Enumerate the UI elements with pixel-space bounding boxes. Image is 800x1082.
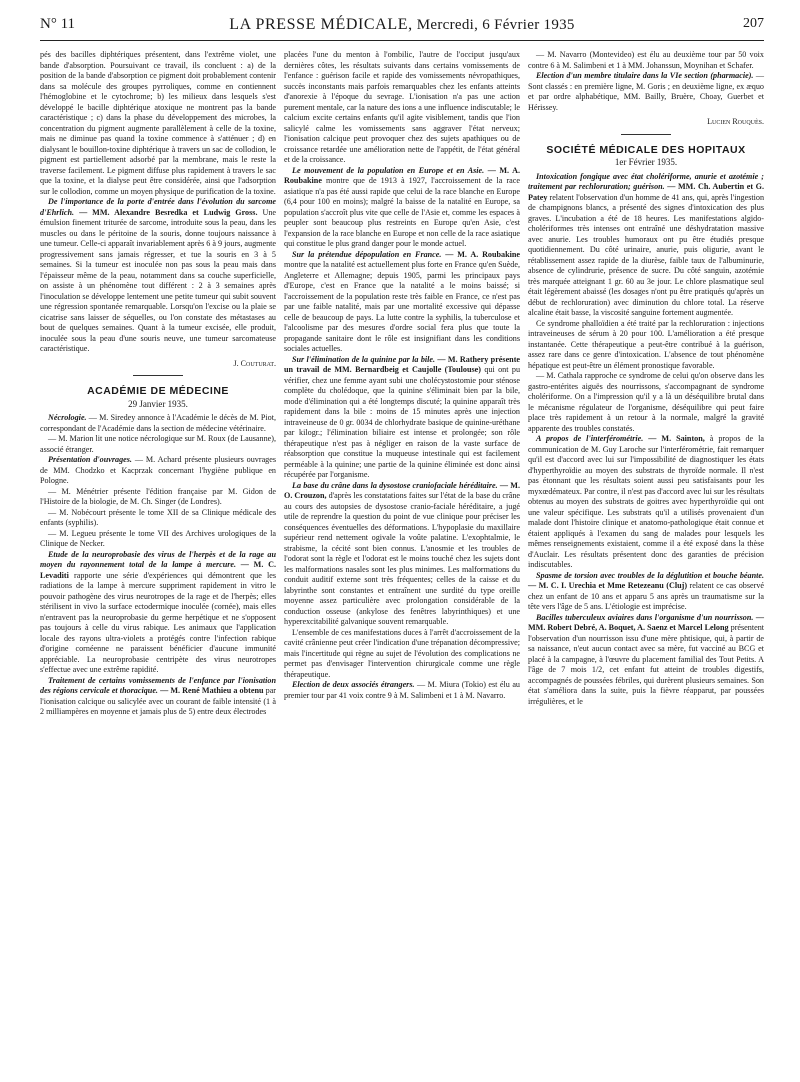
article-authors: — M. O. Crouzon,	[284, 480, 521, 500]
session-date: 1er Février 1935.	[614, 157, 678, 167]
running-title	[40, 16, 764, 34]
article-title: Election de deux associés étrangers.	[292, 680, 415, 689]
article-body: — M. Siredey annonce à l'Académie le décès de M. Piot, correspondant de l'Académie dans la section de médecine vétérinaire.	[40, 413, 277, 433]
paragraph	[40, 413, 276, 434]
article-authors: — MM. Alexandre Besredka et Ludwig Gross.	[79, 207, 258, 217]
page-header	[40, 14, 764, 41]
column-2	[284, 50, 520, 701]
paragraph	[528, 434, 764, 571]
article-authors: — M. René Mathieu a obtenu	[160, 686, 264, 695]
article-body: — Sont classés : en première ligne, M. Goris ; en deuxième ligne, ex æquo et par ordre alphabétique, MM. Bailly, Bruère, Choay, Guerbet et Hérissey.	[528, 71, 764, 112]
paragraph: — M. Legueu présente le tome VII des Archives urologiques de la Clinique de Necker.	[40, 528, 276, 548]
author-signature: Lucien Rouquès.	[707, 117, 764, 126]
article-body: montre que la natalité est actuellement plus forte en France qu'en Suède, Angleterre et Allemagne; depuis 1905, parmi les principaux pays d'Europe, c'est en France que la natalité a le moins baissé; si l'accroissement de la population reste très faible en France, ce n'est pas par une faible natalité, mais par une mortalité excessive qui dépasse celle de beaucoup de pays. La lutte contre la syphilis, la tuberculose et l'alcoolisme par des mesures d'ordre social fera plus que toute la propagande sanitaire dont le rôle est insignifiant dans les conditions sociales actuelles.	[284, 260, 520, 353]
paragraph	[284, 481, 520, 628]
article-title: Présentation d'ouvrages.	[48, 455, 132, 464]
article-authors: — M. C. I. Urechia et Mme Retezeanu (Cluj)	[528, 581, 688, 590]
paragraph	[40, 197, 276, 355]
article-title: Spasme de torsion avec troubles de la déglutition et bouche béante.	[536, 570, 764, 580]
article-authors: — M. Rathery présente un travail de MM. Bernardbeig et Caujolle (Toulouse)	[284, 354, 521, 374]
article-title: Etude de la neuroprobasie des virus de l'herpès et de la rage au moyen du rayonnement total de la lampe à mercure.	[40, 549, 276, 569]
issue-date: Mercredi, 6 Février 1935	[416, 17, 575, 33]
paragraph	[528, 613, 764, 708]
article-body: rapporte une série d'expériences qui démontrent que les radiations de la lampe à mercure suppriment rapidement in vitro le pouvoir pathogène des virus neurotropes de la rage et de l'herpès; elles stérilisent in vivo la surface ectodermique inoculée (cornée), mais elles n'entravent pas la neuroprobasie du germe herpétique et ne s'opposent pas toujours à celle du virus rabique. Les animaux que l'application locale des rayons ultra-violets a protégés contre l'infection rabique d'origine cornéenne ne paraissent bénéficier d'aucune immunité appréciable. La neuroprobasie centripète des virus neurotropes s'effectue avec une extrême rapidité.	[40, 570, 276, 674]
section-divider	[133, 375, 183, 376]
article-title: Le mouvement de la population en Europe et en Asie.	[292, 165, 485, 175]
article-body: qui ont pu vérifier, chez une femme ayant subi une cholécystostomie pour sténose complète du cholédoque, que la quinine s'éliminait bien par la bile, mode d'élimination qui a été longtemps discuté; la quinine apparaît très rapidement dans la bile : moins de 15 minutes après une injection intraveineuse de 0 gr. 0034 de chlorhydrate basique de quinine-uréthane par kilogr.; l'élimination biliaire est intense et prolongée; son rôle thérapeutique n'est pas à négliger en raison de la vaste surface de réabsorption que constitue la muqueuse intestinale qui est facilement perméable à la quinine; une partie de la quinine éliminée est donc ainsi récupérée par l'organisme.	[284, 365, 521, 479]
paragraph: Ce syndrome phalloïdien a été traité par la rechloruration : injections intraveineuses de sérum à 20 pour 100. L'amélioration a été presque instantanée. Cette thérapeutique a peut-être contribué à la guérison, assez rare dans ce genre d'intoxication. L'absence de tout phénomène hépatique est peut-être un élément pronostique favorable.	[528, 318, 764, 370]
column-1	[40, 50, 276, 718]
article-title: Sur l'élimination de la quinine par la bile.	[292, 354, 436, 364]
article-authors: — MM. Robert Debré, A. Boquet, A. Saenz et Marcel Lelong	[528, 612, 764, 632]
column-3	[528, 50, 764, 707]
issue-number: N° 11	[40, 16, 76, 32]
paragraph	[40, 676, 276, 718]
article-title: Sur la prétendue dépopulation en France.	[292, 249, 442, 259]
paragraph: L'ensemble de ces manifestations duces à l'arrêt d'accroissement de la cavité crânienne peut créer l'indication d'une trépanation décompressive; mais l'incertitude qui règne au sujet de l'évolution des complications ne permet pas d'envisager l'intervention chirurgicale comme une règle thérapeutique.	[284, 627, 520, 679]
section-divider	[621, 134, 671, 135]
paragraph	[284, 355, 520, 481]
article-authors: — M. A. Roubakine	[284, 165, 520, 185]
article-title: La base du crâne dans la dysostose craniofaciale héréditaire.	[292, 480, 498, 490]
article-title: Intoxication fongique avec état cholériforme, anurie et azotémie ; traitement par rechloruration; guérison.	[528, 171, 764, 191]
article-authors: — M. Sainton,	[648, 434, 705, 443]
article-body: par l'ionisation calcique ou salicylée avec un courant de faible intensité (1 à 2 milliampères en moyenne et jamais plus de 5) entre deux électrodes	[40, 686, 277, 716]
section-heading: SOCIÉTÉ MÉDICALE DES HOPITAUX	[546, 143, 746, 156]
article-authors: — MM. Ch. Aubertin et G. Patey	[528, 182, 764, 202]
article-title: Election d'un membre titulaire dans la VIe section (pharmacie).	[536, 71, 754, 80]
session-date: 29 Janvier 1935.	[128, 398, 188, 409]
paragraph: — M. Ménétrier présente l'édition française par M. Gidon de l'Histoire de la biologie, de M. Ch. Singer (de Londres).	[40, 486, 276, 506]
paragraph: — M. Navarro (Montevideo) est élu au deuxième tour par 50 voix contre 6 à M. Salimbeni et 1 à MM. Johanssun, Moynihan et Schafer.	[528, 50, 764, 70]
article-body: présentent l'observation d'un nourrisson issu d'une mère phtisique, qui, à partir de sa naissance, n'eut aucun contact avec sa mère, fut vacciné au BCG et placé à la campagne, à l'œuvre du placement familial des Tout Petits. A l'âge de 7 mois 1/2, cet enfant fut atteint de troubles digestifs, accompagnés de poussées fébriles, qui durèrent plusieurs semaines. Son état s'améliora dans la suite, puis la fièvre réapparut, par poussées irrégulières, et le	[528, 623, 765, 706]
section-heading: ACADÉMIE DE MÉDECINE	[87, 385, 229, 397]
paragraph: — M. Nobécourt présente le tome XII de sa Clinique médicale des enfants (syphilis).	[40, 507, 276, 527]
article-body: Une émulsion finement triturée de sarcome, introduite sous la peau, dans les muscles ou dans le péritoine de la souris, donne toujours naissance à une tumeur. Celle-ci apparaît invariablement après 6 à 9 jours, augmente progressivement sans jamais régresser, et tue la souris en 3 à 5 semaines. Si la tumeur est inoculée non pas sous la peau mais dans l'épaisseur même de la peau, notamment dans sa couche superficielle, on assiste à un phénomène tout différent : 2 à 3 semaines après l'inoculation se développe lentement une petite tumeur qui subit souvent une régression spontanée remarquable. Lorsqu'on l'excise ou la plaie se cicatrise sans laisser de séquelles, ou l'on constate des métastases au bout de quelques semaines. Quant à la tumeur excisée, elle produit, inoculée sous la peau d'une souris neuve, une tumeur sarcomateuse caractéristique.	[40, 207, 277, 353]
article-body: d'après les constatations faites sur l'état de la base du crâne au cours des autopsies de dysostose cranio-faciale héréditaire, a jugé utile de reprendre la question du point de vue clinique pour préciser les conséquences éventuelles des déformations. L'hypoplasie du maxillaire supérieur rend nettement ogivale la voûte palatine. L'exophtalmie, le strabisme, la cécité sont bien connus. L'anosmie et les troubles de l'odorat sont la règle et l'odorat est le moins touché chez les sujets dont les malformations nasales sont les plus minimes. Les malformations du conduit auditif externe sont très fréquentes; celles de la caisse et du labyrinthe sont constantes et entraînent une surdité du type oreille moyenne assez particulière avec prolongation considérable de la conduction osseuse (ankylose des fenêtres labyrinthiques) et une hyperexcitabilité galvanique souvent remarquable.	[284, 491, 520, 626]
paragraph: — M. Cathala rapproche ce syndrome de celui qu'on observe dans les gastro-entérites aiguës des nourrissons, s'accompagnant de syndrome cholériforme. On a l'impression qu'il y a là un déséquilibre brutal dans le mécanisme régulateur de l'organisme, déséquilibre qui peut faire place très rapidement à un retour à la normale, malgré la gravité apparente des troubles constatés.	[528, 371, 764, 433]
article-title: Nécrologie.	[48, 413, 87, 422]
article-body: montre que de 1913 à 1927, l'accroissement de la race asiatique n'a pas été aussi rapide que celui de la race blanche en Europe (6,4 pour 100 en moins); malgré la baisse de la natalité en Europe, sa population s'accroît plus vite que celle de l'Asie et, comme les espaces à peupler sont beaucoup plus restreints en Europe qu'en Asie, c'est l'expansion de la race blanche en Europe et non celle de la race asiatique qui constitue le plus grand danger pour le monde actuel.	[284, 176, 520, 248]
article-body: relatent l'observation d'un homme de 41 ans, qui, après l'ingestion de champignons blancs, a présenté des signes d'intoxication des plus graves. L'incubation a été de 18 heures. Les manifestations algido-cholériformes très intenses ont entraîné une déshydratation massive avec anurie. Les troubles humoraux ont pu être étudiés presque quotidiennement. Du côté urinaire, anurie, puis oligurie, avant le rétablissement assez rapide de la diurèse, faible taux de l'albuminurie, absence de cylindrurie, présence de sucre. Du côté sanguin, azotémie très marquée atteignant 1 gr. 60 au 3e jour. Le chlore plasmatique seul était légèrement abaissé (les dosages n'ont pu être pratiqués qu'après un début de rechloruration) avec diminution du chlore total. La réserve alcaline était basse, la viscosité sanguine fortement augmentée.	[528, 192, 765, 317]
paragraph	[528, 571, 764, 613]
article-body: relatent ce cas observé chez un enfant de 10 ans et apparu 5 ans après un traumatisme sur la tête vers l'âge de 5 ans. L'étiologie est imprécise.	[528, 581, 765, 611]
article-title: A propos de l'interférométrie.	[536, 434, 644, 443]
article-title: De l'importance de la porte d'entrée dans l'évolution du sarcome d'Ehrlich.	[40, 197, 276, 217]
paragraph: — M. Marion lit une notice nécrologique sur M. Roux (de Lausanne), associé étranger.	[40, 434, 276, 454]
paragraph	[284, 680, 520, 701]
article-body: — M. Achard présente plusieurs ouvrages de MM. Chodzko et Kacprzak concernant l'hygiène publique en Pologne.	[40, 455, 277, 485]
journal-name: LA PRESSE MÉDICALE,	[229, 16, 413, 33]
paragraph	[528, 71, 764, 113]
paragraph	[40, 455, 276, 487]
article-title: Traitement de certains vomissements de l'enfance par l'ionisation des régions cervicale et thoracique.	[40, 675, 276, 695]
paragraph: placées l'une du menton à l'ombilic, l'autre de l'occiput jusqu'aux dernières côtes, les résultats suivants dans certains vomissements de l'enfance : guérison facile et rapide des vomissements névropathiques, succès inconstants mais parfois remarquables chez les enfants atteints d'anorexie à l'époque du sevrage. L'ionisation n'a pas une action purement mentale, car la nature des ions a une influence indiscutable; le calcium excite certains enfants qu'il agite visiblement, tandis que l'ion salicylé calme les vomissements sans aggraver l'état nerveux; l'ionisation calcique peut provoquer chez des sujets apathiques ou de croissance retardée une amélioration nette de l'appétit, de l'état général et de la croissance.	[284, 50, 520, 164]
article-authors: — M. C. Levaditi	[40, 560, 276, 580]
paragraph	[284, 166, 520, 250]
author-signature: J. Couturat.	[233, 358, 276, 368]
article-body: — M. Miura (Tokio) est élu au premier tour par 41 voix contre 9 à M. Salimbeni et 1 à M. Navarro.	[284, 680, 520, 700]
article-body: à propos de la communication de M. Guy Laroche sur l'interférométrie, fait remarquer qu'il est d'accord avec lui sur l'impossibilité de diagnostiquer les états d'hyperthyroïdie au moyen des substrats de thyroïde normale. Il n'est pas étonnant que les résultats soient aussi peu satisfaisants pour les myxœdémateux. Par contre, il n'est pas d'accord avec lui sur les résultats obtenus au moyen des substrats de goitres avec hyperthyroïdie qui ont une valeur spécifique. Les substrats qu'il a utilisés provenaient d'un malade dont l'histoire clinique et anatomo-pathologique était connue et étaient appliqués à l'examen du sang de malades pour lesquels les mêmes renseignements existaient, comme il a été exposé dans la thèse d'Auclair. Les résultats présentent donc des garanties de précision indiscutables.	[528, 434, 764, 569]
article-authors: — M. A. Roubakine	[445, 249, 520, 259]
page-number: 207	[743, 16, 764, 31]
paragraph: pés des bacilles diphtériques présentent, dans l'extrême violet, une bande d'absorption. Poursuivant ce travail, ils concluent : a) de la position de la bande d'absorption ce pigment doit probablement contenir dans sa molécule des groupes pyrroliques, comme en contiennent l'hémoglobine et le cytochrome; b) les milieux dans lesquels s'est développé le bacille diphtérique atoxique ne montrent pas la bande caractéristique ; c) dans la phase du développement des microbes, la concentration du pigment augmente parallèlement à celle de la toxine, mais ne diminue pas quand la toxine commence à s'atténuer ; d) en dialysant le bouillon-toxine diphtérique à travers un sac de collodion, le pigment est partiellement adsorbé par la membrane, mais le reste la traverse facilement. Le pigment diffuse plus rapidement à travers le sac que la toxine, et la dialyse peut être considérée, ainsi que l'adsorption sur le collodion, comme un moyen physique de purification de la toxine.	[40, 50, 276, 196]
paragraph	[40, 550, 276, 676]
article-title: Bacilles tuberculeux aviaires dans l'organisme d'un nourrisson.	[536, 612, 754, 622]
paragraph	[284, 250, 520, 355]
paragraph	[528, 172, 764, 319]
